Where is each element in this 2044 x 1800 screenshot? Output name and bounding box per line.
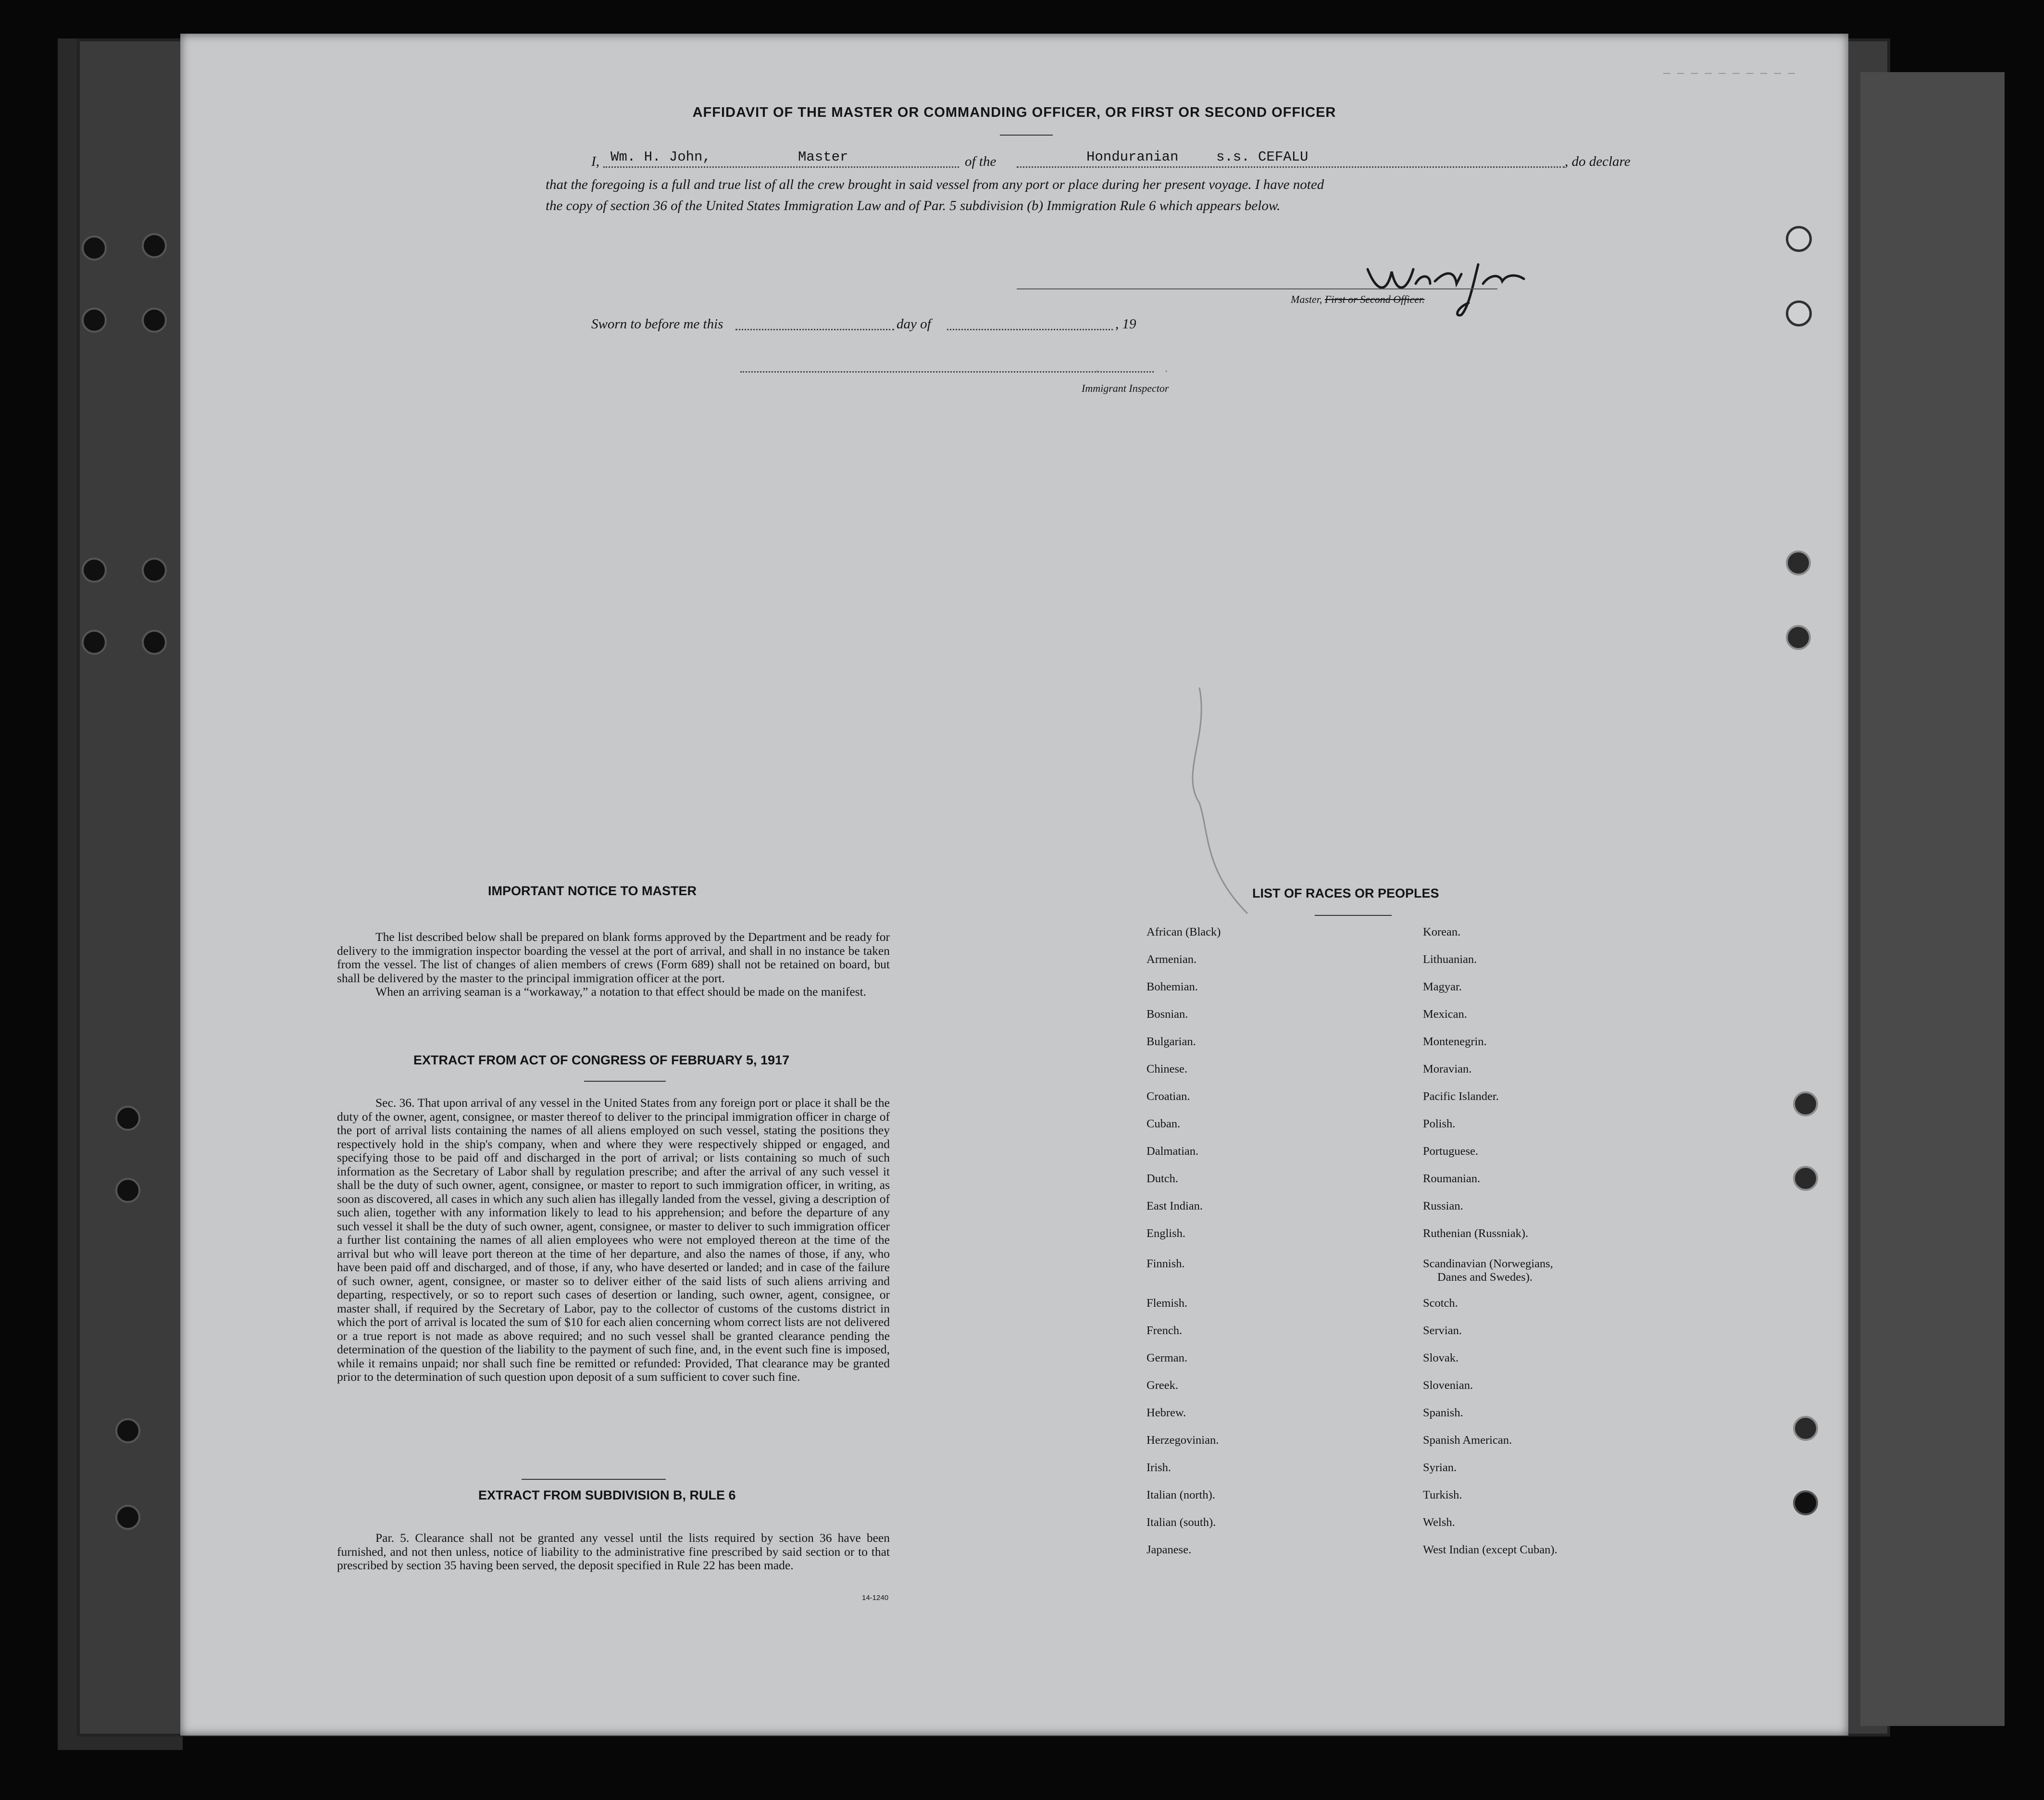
- notice-text: [337, 930, 890, 999]
- race-item: Moravian.: [1423, 1062, 1472, 1075]
- notice-paragraph-1: The list described below shall be prepared on blank forms approved by the Department and be ready for delivery to the immigration inspector boarding the vessel at the port of arrival, and shall in no instance be taken from the vessel. The list of changes of alien members of crews (Form 689) shall not be retained on board, but shall be delivered by the master to the principal immigration officer at the port.: [337, 930, 890, 985]
- race-item: African (Black): [1147, 925, 1221, 938]
- race-item: Ruthenian (Russniak).: [1423, 1227, 1529, 1240]
- binding-hole: [1786, 226, 1812, 252]
- race-item: Cuban.: [1147, 1117, 1181, 1130]
- form-number: 14-1240: [862, 1594, 889, 1602]
- race-item: Finnish.: [1147, 1257, 1185, 1270]
- race-item: Scotch.: [1423, 1297, 1458, 1310]
- race-item: Korean.: [1423, 925, 1461, 938]
- race-item: Bosnian.: [1147, 1008, 1188, 1021]
- binding-hole: [142, 630, 167, 655]
- sworn-prefix: Sworn to before me this: [591, 316, 723, 332]
- race-item: Lithuanian.: [1423, 953, 1477, 966]
- race-item: Welsh.: [1423, 1516, 1455, 1529]
- race-item: Montenegrin.: [1423, 1035, 1487, 1048]
- race-item: Slovak.: [1423, 1351, 1459, 1364]
- paragraph-5: Par. 5. Clearance shall not be granted any vessel until the lists required by section 36 have been furnished, and not then unless, notice of liability to the administrative fine prescribed by said section or to that prescribed by section 35 having been served, the deposit specified in Rule 22 has been made.: [337, 1531, 890, 1572]
- scan-right-edge: [1860, 72, 2005, 1726]
- binding-hole: [142, 233, 167, 258]
- race-item: East Indian.: [1147, 1200, 1203, 1212]
- extract-1-heading: EXTRACT FROM ACT OF CONGRESS OF FEBRUARY 5, 1917: [413, 1053, 790, 1067]
- extract-2-heading: EXTRACT FROM SUBDIVISION B, RULE 6: [478, 1488, 736, 1502]
- name-field-line: [603, 166, 959, 168]
- races-heading: LIST OF RACES OR PEOPLES: [1252, 886, 1439, 900]
- master-name: Wm. H. John,: [611, 149, 711, 165]
- race-item: Slovenian.: [1423, 1379, 1473, 1392]
- binding-hole: [1786, 550, 1811, 575]
- binding-hole: [142, 558, 167, 583]
- sworn-day-line: [735, 329, 894, 330]
- affidavit-line-2: that the foregoing is a full and true list of all the crew brought in said vessel from any port or place during her present voyage. I have noted: [546, 177, 1324, 192]
- bleed-through-marks: — — — — — — — — — —: [1663, 67, 1795, 80]
- signature-line: [1017, 288, 1497, 289]
- race-item: Hebrew.: [1147, 1406, 1186, 1419]
- binding-hole: [1793, 1416, 1818, 1441]
- binding-hole: [115, 1178, 140, 1203]
- races-underline: [1315, 915, 1392, 916]
- race-item: Armenian.: [1147, 953, 1197, 966]
- race-item: Japanese.: [1147, 1543, 1192, 1556]
- binding-hole: [115, 1418, 140, 1443]
- affidavit-line-3: the copy of section 36 of the United States Immigration Law and of Par. 5 subdivision (b) Immigration Rule 6 which appears below.: [546, 198, 1281, 213]
- sworn-day-label: day of: [897, 316, 931, 332]
- race-item: Russian.: [1423, 1200, 1463, 1212]
- of-the-label: of the: [965, 154, 997, 169]
- binding-hole: [82, 236, 107, 261]
- race-item: Danes and Swedes).: [1437, 1271, 1533, 1284]
- race-item: Irish.: [1147, 1461, 1172, 1474]
- binding-hole: [142, 308, 167, 333]
- binding-hole: [115, 1106, 140, 1131]
- race-item: English.: [1147, 1227, 1185, 1240]
- race-item: Servian.: [1423, 1324, 1462, 1337]
- inspector-caption: Immigrant Inspector: [1082, 382, 1169, 394]
- title-underline: [1000, 135, 1053, 136]
- race-item: Bohemian.: [1147, 980, 1198, 993]
- signature-caption: [1291, 293, 1425, 306]
- vessel-field-line: [1017, 166, 1565, 168]
- notice-heading: IMPORTANT NOTICE TO MASTER: [488, 884, 697, 898]
- race-item: Flemish.: [1147, 1297, 1188, 1310]
- race-item: Spanish.: [1423, 1406, 1463, 1419]
- race-item: West Indian (except Cuban).: [1423, 1543, 1558, 1556]
- paragraph-5-text: [337, 1531, 890, 1573]
- race-item: Scandinavian (Norwegians,: [1423, 1257, 1553, 1270]
- sworn-month-line: [947, 329, 1113, 330]
- race-item: Herzegovinian.: [1147, 1434, 1219, 1447]
- pencil-mark: [1180, 688, 1276, 918]
- race-item: Pacific Islander.: [1423, 1090, 1499, 1103]
- race-item: Turkish.: [1423, 1488, 1462, 1501]
- race-item: French.: [1147, 1324, 1183, 1337]
- binding-hole: [1786, 300, 1812, 326]
- vessel-name: s.s. CEFALU: [1216, 149, 1309, 165]
- race-item: Magyar.: [1423, 980, 1462, 993]
- race-item: Spanish American.: [1423, 1434, 1512, 1447]
- race-item: Dutch.: [1147, 1172, 1178, 1185]
- extract-1-underline: [584, 1081, 666, 1082]
- master-rank: Master: [798, 149, 848, 165]
- race-item: German.: [1147, 1351, 1188, 1364]
- race-item: Syrian.: [1423, 1461, 1457, 1474]
- race-item: Italian (south).: [1147, 1516, 1216, 1529]
- race-item: Italian (north).: [1147, 1488, 1215, 1501]
- race-item: Chinese.: [1147, 1062, 1188, 1075]
- bleed-through-marks: · ·: [1094, 365, 1170, 378]
- inspector-signature-line: [740, 371, 1154, 373]
- signature-caption-master: Master,: [1291, 293, 1322, 305]
- manifest-page: [180, 34, 1848, 1736]
- do-declare-label: , do declare: [1565, 154, 1631, 169]
- binding-hole: [82, 308, 107, 333]
- binding-hole: [1793, 1091, 1818, 1116]
- binding-hole: [1793, 1490, 1818, 1515]
- binding-hole: [82, 630, 107, 655]
- section-36-paragraph: Sec. 36. That upon arrival of any vessel in the United States from any foreign port or place it shall be the duty of the owner, agent, consignee, or master thereof to deliver to the principal immigration officer in charge of the port of arrival lists containing the names of all aliens employed on such vessel, stating the positions they respectively hold in the ship's company, when and where they were respectively shipped or engaged, and specifying those to be paid off and discharged in the port of arrival; or lists containing so much of such information as the Secretary of Labor shall by regulation prescribe; and after the arrival of any such vessel it shall be the duty of such owner, agent, consignee, or master to report to such immigration officer, in writing, as soon as discovered, all cases in which any such alien has illegally landed from the vessel, giving a description of such alien, together with any information likely to lead to his apprehension; and before the departure of any such vessel it shall be the duty of such owner, agent, consignee, or master to deliver to such immigration officer a further list containing the names of all alien employees who were not employed thereon at the time of the arrival but who will leave port thereon at the time of her departure, and also the names of those, if any, who have been paid off and discharged, and of those, if any, who have deserted or landed; and in case of the failure of such owner, agent, consignee, or master so to deliver either of the said lists of such aliens arriving and departing, respectively, or so to report such cases of desertion or landing, such owner, agent, consignee, or master shall, if required by the Secretary of Labor, pay to the collector of customs of the customs district in which the port of arrival is located the sum of $10 for each alien concerning whom correct lists are not delivered or a true report is not made as above required; and no such vessel shall be granted clearance pending the determination of the question of the liability to the payment of such fine, and, in the event such fine is imposed, while it remains unpaid; nor shall such fine be remitted or refunded: Provided, That clearance may be granted prior to the determination of such question upon deposit of a sum sufficient to cover such fine.: [337, 1096, 890, 1384]
- extract-2-rule: [522, 1479, 666, 1480]
- binding-hole: [82, 558, 107, 583]
- affidavit-prefix: I,: [591, 154, 599, 169]
- binding-hole: [115, 1505, 140, 1530]
- race-item: Roumanian.: [1423, 1172, 1481, 1185]
- notice-paragraph-2: When an arriving seaman is a “workaway,” a notation to that effect should be made on the manifest.: [375, 985, 867, 999]
- affidavit-title: AFFIDAVIT OF THE MASTER OR COMMANDING OFFICER, OR FIRST OR SECOND OFFICER: [692, 105, 1336, 120]
- binding-hole: [1786, 625, 1811, 650]
- race-item: Dalmatian.: [1147, 1145, 1199, 1158]
- vessel-nationality: Honduranian: [1086, 149, 1179, 165]
- race-item: Polish.: [1423, 1117, 1456, 1130]
- sworn-year: , 19: [1115, 316, 1136, 332]
- race-item: Croatian.: [1147, 1090, 1190, 1103]
- signature-caption-struck: First or Second Officer.: [1324, 293, 1425, 305]
- race-item: Mexican.: [1423, 1008, 1467, 1021]
- race-item: Greek.: [1147, 1379, 1178, 1392]
- race-item: Portuguese.: [1423, 1145, 1478, 1158]
- section-36-text: [337, 1096, 890, 1384]
- race-item: Bulgarian.: [1147, 1035, 1196, 1048]
- binding-hole: [1793, 1166, 1818, 1191]
